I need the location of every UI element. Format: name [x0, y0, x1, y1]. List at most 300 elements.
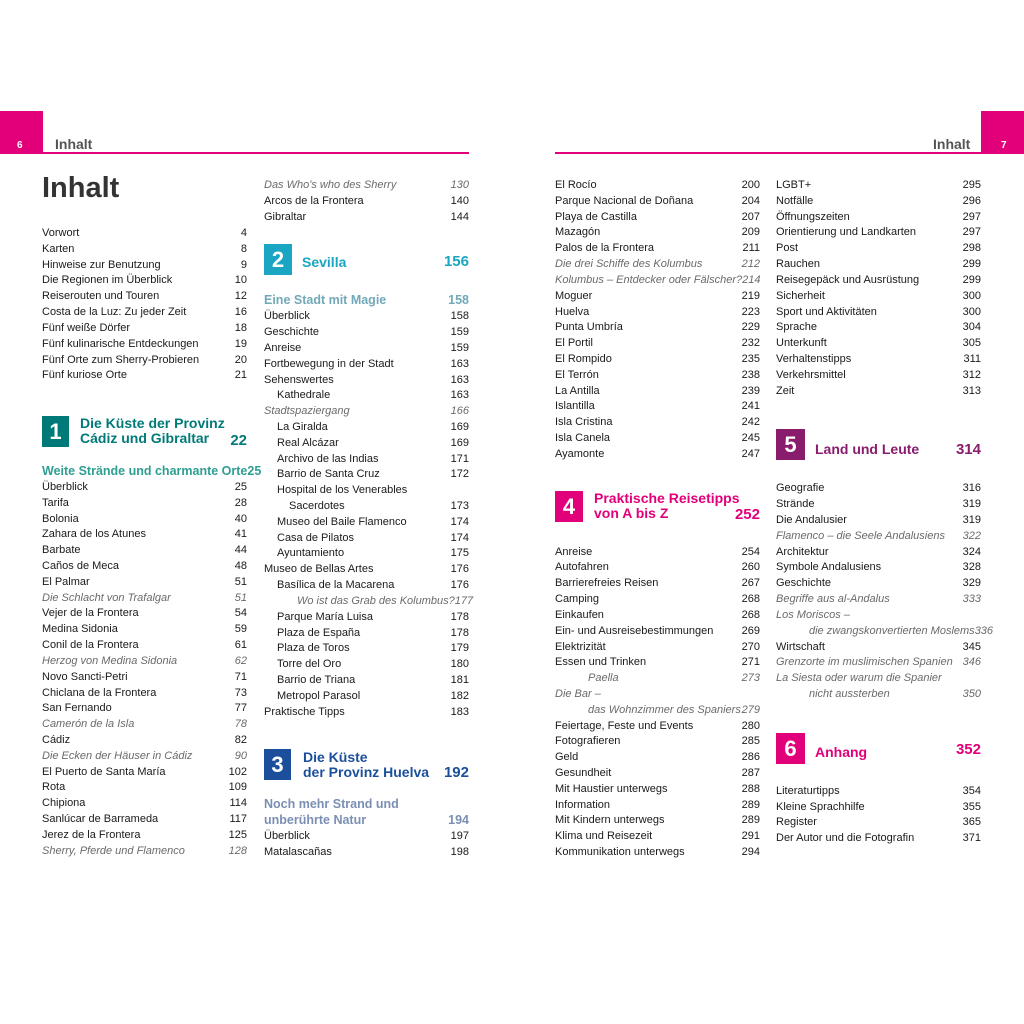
toc-entry[interactable]	[776, 529, 981, 545]
toc-entry-page: 166	[450, 405, 469, 418]
toc-entry[interactable]	[776, 831, 981, 847]
toc-entry[interactable]	[42, 289, 247, 305]
chapter-5-heading[interactable]	[776, 428, 981, 461]
chapter-6-title: Anhang	[815, 743, 868, 760]
toc-entry-title: Ayamonte	[555, 447, 605, 460]
toc-entry-title: Orientierung und Landkarten	[776, 226, 917, 239]
toc-entry[interactable]	[264, 673, 469, 689]
toc-entry-title: Chiclana de la Frontera	[42, 686, 157, 699]
toc-entry[interactable]	[555, 845, 760, 861]
toc-entry[interactable]	[42, 749, 247, 765]
toc-entry-title: Huelva	[555, 305, 590, 318]
toc-entry[interactable]	[555, 750, 760, 766]
toc-entry[interactable]	[42, 559, 247, 575]
toc-entry-page: 178	[450, 626, 469, 639]
toc-entry-title: Gibraltar	[264, 210, 307, 223]
toc-entry-title: Wo ist das Grab des Kolumbus?	[297, 594, 455, 607]
toc-entry-page: 204	[741, 194, 760, 207]
toc-entry-title: San Fernando	[42, 702, 112, 715]
toc-entry[interactable]	[264, 452, 469, 468]
toc-entry[interactable]	[264, 325, 469, 341]
toc-entry-title: Verhaltenstipps	[776, 352, 852, 365]
toc-entry-page: 304	[962, 321, 981, 334]
toc-entry-title: Archivo de las Indias	[277, 452, 379, 465]
chapter-1-heading[interactable]	[42, 413, 247, 449]
toc-entry[interactable]	[264, 499, 469, 515]
toc-entry[interactable]	[776, 178, 981, 194]
toc-entry-page: 312	[962, 368, 981, 381]
toc-entry[interactable]	[42, 622, 247, 638]
toc-entry[interactable]	[42, 780, 247, 796]
toc-entry[interactable]	[555, 399, 760, 415]
toc-entry[interactable]	[264, 689, 469, 705]
toc-entry[interactable]	[264, 657, 469, 673]
toc-entry-page: 286	[741, 751, 760, 764]
toc-entry[interactable]	[264, 388, 469, 404]
toc-entry[interactable]	[42, 796, 247, 812]
toc-entry-page: 61	[234, 639, 247, 652]
toc-entry-title: Sicherheit	[776, 289, 825, 302]
chapter-2-subheading[interactable]	[264, 293, 469, 309]
toc-entry[interactable]	[555, 447, 760, 463]
toc-entry-title: Register	[776, 816, 817, 829]
toc-entry-page: 311	[963, 352, 981, 365]
chapter-4-page: 252	[734, 505, 760, 523]
toc-entry-title: Reiserouten und Touren	[42, 290, 160, 303]
toc-entry[interactable]	[776, 815, 981, 831]
chapter-5-page: 314	[955, 441, 981, 459]
toc-entry[interactable]	[555, 719, 760, 735]
toc-entry[interactable]	[555, 734, 760, 750]
toc-entry-title: Strände	[776, 498, 815, 511]
toc-entry[interactable]	[42, 496, 247, 512]
toc-entry[interactable]	[264, 309, 469, 325]
toc-entry[interactable]	[42, 638, 247, 654]
toc-entry[interactable]	[264, 436, 469, 452]
toc-entry-page: 219	[741, 289, 760, 302]
toc-entry-page: 178	[450, 610, 469, 623]
toc-entry-page: 291	[741, 830, 760, 843]
toc-entry[interactable]	[555, 178, 760, 194]
toc-entry[interactable]	[264, 420, 469, 436]
toc-entry[interactable]	[42, 828, 247, 844]
chapter-4-heading[interactable]	[555, 490, 760, 523]
toc-entry-page: 289	[741, 814, 760, 827]
toc-entry[interactable]	[776, 210, 981, 226]
toc-entry-page: 223	[741, 305, 760, 318]
toc-entry-page: 114	[229, 797, 247, 810]
toc-entry[interactable]	[264, 357, 469, 373]
toc-entry-title: Öffnungszeiten	[776, 210, 850, 223]
toc-entry-page: 180	[450, 658, 469, 671]
toc-entry[interactable]	[555, 431, 760, 447]
toc-entry[interactable]	[776, 368, 981, 384]
toc-entry-page: 125	[228, 828, 247, 841]
toc-entry[interactable]	[555, 241, 760, 257]
toc-entry[interactable]	[776, 305, 981, 321]
toc-entry-page: 169	[450, 436, 469, 449]
toc-entry[interactable]	[42, 733, 247, 749]
toc-entry-title: Matalascañas	[264, 845, 332, 858]
toc-entry-page: 182	[450, 689, 469, 702]
toc-entry[interactable]	[264, 562, 469, 578]
toc-entry-page: 176	[450, 563, 469, 576]
page-title: Inhalt	[42, 172, 120, 204]
toc-entry[interactable]	[555, 352, 760, 368]
toc-entry[interactable]	[776, 800, 981, 816]
toc-entry-title: Ein- und Ausreisebestimmungen	[555, 624, 714, 637]
toc-entry-page: 171	[450, 452, 469, 465]
toc-entry-title: Sanlúcar de Barrameda	[42, 813, 159, 825]
toc-entry-title: Begriffe aus al-Andalus	[776, 593, 890, 606]
toc-entry[interactable]	[264, 515, 469, 531]
toc-entry-title: Sehenswertes	[264, 373, 334, 386]
toc-entry-title: Kathedrale	[277, 389, 331, 402]
toc-entry[interactable]	[555, 782, 760, 798]
toc-entry-page: 269	[741, 624, 760, 637]
toc-entry-title: Kolumbus – Entdecker oder Fälscher?	[555, 273, 743, 286]
toc-entry[interactable]	[42, 670, 247, 686]
toc-entry[interactable]	[555, 671, 760, 687]
toc-entry-page: 140	[450, 194, 469, 207]
toc-entry-title: Symbole Andalusiens	[776, 561, 882, 574]
toc-entry-title: Grenzorte im muslimischen Spanien	[776, 656, 953, 669]
toc-entry[interactable]	[264, 594, 474, 610]
toc-entry-title: Unterkunft	[776, 337, 827, 350]
toc-entry[interactable]	[42, 512, 247, 528]
toc-column-1	[42, 226, 262, 859]
toc-entry-title: Hinweise zur Benutzung	[42, 258, 161, 271]
toc-entry-page: 229	[741, 321, 760, 334]
toc-entry-page: 169	[450, 420, 469, 433]
toc-entry-page: 268	[741, 593, 760, 606]
chapter-6-badge: 6	[776, 733, 805, 764]
toc-entry[interactable]	[264, 531, 469, 547]
toc-entry-page: 287	[741, 767, 760, 779]
toc-entry[interactable]	[555, 687, 760, 703]
toc-entry[interactable]	[776, 592, 981, 608]
toc-entry[interactable]	[776, 481, 981, 497]
toc-entry[interactable]	[776, 241, 981, 257]
left-header-rule	[0, 152, 469, 154]
toc-entry[interactable]	[555, 384, 760, 400]
toc-entry[interactable]	[555, 289, 760, 305]
toc-entry-page: 12	[234, 290, 247, 303]
toc-entry[interactable]	[42, 258, 247, 274]
toc-entry-page: 355	[962, 800, 981, 813]
toc-entry[interactable]	[555, 655, 760, 671]
toc-entry[interactable]	[42, 480, 247, 496]
toc-entry-title: Camping	[555, 593, 600, 606]
toc-entry-title: Geschichte	[264, 326, 320, 339]
toc-entry[interactable]	[776, 655, 981, 671]
toc-entry-title: Die Andalusier	[776, 514, 847, 526]
toc-entry[interactable]	[555, 194, 760, 210]
toc-entry-title: Sacerdotes	[289, 500, 345, 512]
toc-entry-title: Moguer	[555, 289, 593, 302]
toc-column-2	[264, 178, 474, 861]
toc-entry[interactable]	[776, 336, 981, 352]
toc-entry[interactable]	[555, 560, 760, 576]
toc-entry[interactable]	[264, 194, 469, 210]
toc-entry[interactable]	[42, 527, 247, 543]
toc-entry-page: 51	[234, 591, 247, 604]
chapter-1-title-line1: Die Küste der Provinz	[80, 415, 225, 432]
toc-entry-title: La Siesta oder warum die Spanier	[776, 672, 942, 685]
toc-entry[interactable]	[776, 320, 981, 336]
toc-entry[interactable]	[555, 305, 760, 321]
toc-entry[interactable]	[776, 545, 981, 561]
chapter-6-heading[interactable]	[776, 732, 981, 765]
toc-entry-page: 102	[228, 765, 247, 778]
toc-entry[interactable]	[42, 606, 247, 622]
toc-entry-title: Real Alcázar	[277, 436, 339, 449]
toc-entry-title: Casa de Pilatos	[277, 531, 355, 544]
left-page-number-tab	[0, 111, 43, 153]
toc-entry[interactable]	[42, 242, 247, 258]
toc-entry-title: Playa de Castilla	[555, 210, 637, 223]
toc-entry[interactable]	[555, 703, 760, 719]
col2-top-list	[264, 178, 469, 225]
toc-entry-title: Überblick	[264, 310, 310, 323]
toc-entry-title: Rauchen	[776, 258, 821, 271]
toc-entry-page: 10	[234, 274, 247, 287]
right-header-rule	[555, 152, 1024, 154]
toc-entry[interactable]	[776, 257, 981, 273]
toc-entry-title: Karten	[42, 242, 75, 255]
toc-entry-page: 198	[450, 845, 469, 858]
left-running-title: Inhalt	[55, 136, 93, 152]
toc-entry[interactable]	[264, 373, 469, 389]
toc-entry[interactable]	[776, 560, 981, 576]
toc-entry-page: 279	[741, 703, 760, 716]
toc-entry[interactable]	[42, 591, 247, 607]
toc-entry[interactable]	[555, 766, 760, 782]
toc-entry[interactable]	[776, 608, 981, 624]
toc-entry[interactable]	[776, 576, 981, 592]
toc-entry-page: 322	[962, 529, 981, 542]
toc-entry-title: Das Who's who des Sherry	[264, 179, 397, 191]
toc-column-4	[776, 178, 994, 847]
toc-entry-page: 173	[450, 500, 469, 512]
toc-entry-page: 9	[240, 258, 247, 271]
chapter-3-subheading[interactable]	[264, 797, 469, 829]
toc-entry[interactable]	[555, 273, 760, 289]
toc-entry-page: 78	[234, 718, 247, 731]
toc-entry-page: 319	[962, 498, 981, 511]
left-page-number: 6	[17, 140, 23, 151]
toc-entry[interactable]	[555, 225, 760, 241]
toc-entry-page: 54	[234, 607, 247, 620]
toc-entry-title: Caños de Meca	[42, 560, 120, 572]
toc-entry-page: 8	[240, 242, 247, 255]
toc-entry-title: El Portil	[555, 337, 593, 350]
toc-entry-title: Fotografieren	[555, 735, 621, 748]
toc-entry[interactable]	[555, 320, 760, 336]
toc-entry-page: 299	[962, 258, 981, 271]
toc-entry[interactable]	[42, 654, 247, 670]
toc-entry-title: Camerón de la Isla	[42, 718, 135, 731]
toc-entry-page: 350	[962, 687, 981, 700]
toc-entry[interactable]	[555, 210, 760, 226]
toc-entry-title: Barrierefreies Reisen	[555, 577, 659, 590]
toc-entry-page: 177	[454, 594, 474, 607]
toc-entry-title: Wirtschaft	[776, 640, 825, 653]
toc-entry-title: Die Regionen im Überblick	[42, 274, 173, 287]
chapter-3-heading[interactable]	[264, 748, 469, 781]
toc-entry[interactable]	[264, 705, 469, 721]
toc-entry[interactable]	[264, 341, 469, 357]
toc-entry[interactable]	[555, 415, 760, 431]
toc-entry[interactable]	[555, 257, 760, 273]
toc-entry[interactable]	[555, 336, 760, 352]
toc-entry[interactable]	[776, 289, 981, 305]
toc-entry[interactable]	[264, 546, 469, 562]
toc-entry[interactable]	[776, 784, 981, 800]
toc-entry[interactable]	[776, 671, 981, 687]
toc-entry[interactable]	[42, 226, 247, 242]
toc-entry[interactable]	[776, 497, 981, 513]
toc-entry-page: 71	[234, 670, 247, 683]
toc-entry-title: Die Schlacht von Trafalgar	[42, 591, 171, 604]
toc-entry[interactable]	[264, 483, 469, 499]
toc-entry-title: La Antilla	[555, 384, 600, 397]
toc-entry[interactable]	[42, 717, 247, 733]
toc-entry-page: 73	[234, 686, 247, 699]
toc-entry[interactable]	[555, 576, 760, 592]
toc-entry[interactable]	[555, 798, 760, 814]
toc-entry[interactable]	[555, 545, 760, 561]
toc-entry[interactable]	[264, 178, 469, 194]
toc-entry-title: Der Autor und die Fotografin	[776, 832, 915, 845]
toc-entry[interactable]	[776, 352, 981, 368]
toc-entry[interactable]	[264, 578, 469, 594]
toc-entry[interactable]	[42, 765, 247, 781]
toc-entry-page: 239	[741, 384, 760, 397]
toc-entry[interactable]	[264, 626, 469, 642]
toc-entry[interactable]	[264, 845, 469, 861]
chapter-1-subheading[interactable]	[42, 464, 262, 480]
toc-entry[interactable]	[776, 687, 981, 703]
toc-entry[interactable]	[264, 404, 469, 420]
toc-entry-page: 59	[234, 623, 247, 636]
toc-entry[interactable]	[42, 543, 247, 559]
toc-entry-title: Sherry, Pferde und Flamenco	[42, 844, 185, 857]
toc-entry-page: 247	[741, 447, 760, 460]
chapter-3-entries-b	[555, 178, 760, 463]
toc-entry-title: Klima und Reisezeit	[555, 830, 653, 843]
toc-entry-title: Ayuntamiento	[277, 547, 345, 560]
toc-entry-title: Zahara de los Atunes	[42, 528, 146, 541]
toc-entry-title: die zwangskonvertierten Moslems	[809, 624, 975, 637]
toc-entry[interactable]	[555, 368, 760, 384]
toc-entry[interactable]	[555, 640, 760, 656]
toc-entry-page: 245	[741, 432, 760, 444]
toc-entry-title: Anreise	[264, 341, 302, 354]
toc-entry[interactable]	[776, 273, 981, 289]
toc-entry-title: Mit Kindern unterwegs	[555, 814, 665, 827]
toc-entry-page: 254	[741, 545, 760, 558]
toc-entry[interactable]	[555, 608, 760, 624]
toc-entry-page: 82	[234, 733, 247, 746]
toc-entry-page: 232	[741, 337, 760, 350]
toc-entry-page: 130	[450, 179, 469, 191]
toc-entry[interactable]	[776, 194, 981, 210]
toc-entry-page: 197	[450, 830, 469, 842]
toc-entry[interactable]	[264, 467, 469, 483]
toc-entry-title: Bolonia	[42, 512, 79, 525]
right-running-title: Inhalt	[933, 136, 971, 152]
chapter-1-subheading-page: 25	[247, 464, 262, 479]
toc-entry[interactable]	[776, 513, 981, 529]
chapter-2-subheading-text: Eine Stadt mit Magie	[264, 293, 387, 308]
toc-entry-title: Die Ecken der Häuser in Cádiz	[42, 749, 193, 762]
toc-entry-page: 183	[450, 705, 469, 718]
toc-entry[interactable]	[555, 592, 760, 608]
toc-entry-title: Gesundheit	[555, 767, 612, 779]
toc-entry-page: 175	[450, 547, 469, 560]
toc-entry-page: 271	[741, 656, 760, 669]
toc-entry-title: Barrio de Santa Cruz	[277, 468, 380, 481]
toc-entry-title: Conil de la Frontera	[42, 639, 139, 652]
toc-entry-title: Anreise	[555, 545, 593, 558]
toc-entry[interactable]	[264, 829, 469, 845]
toc-entry-page: 176	[450, 579, 469, 592]
chapter-3-page: 192	[443, 764, 469, 782]
chapter-4-title-line1: Praktische Reisetipps	[594, 490, 740, 507]
toc-entry[interactable]	[42, 321, 247, 337]
toc-entry-page: 18	[234, 321, 247, 334]
toc-entry[interactable]	[264, 610, 469, 626]
toc-entry-page: 270	[741, 640, 760, 653]
toc-entry-page: 354	[962, 784, 981, 797]
toc-entry-page: 329	[962, 577, 981, 590]
chapter-3-subheading-page: 194	[448, 813, 469, 828]
toc-entry[interactable]	[42, 368, 247, 384]
toc-entry[interactable]	[42, 701, 247, 717]
toc-entry[interactable]	[555, 813, 760, 829]
toc-entry[interactable]	[42, 812, 247, 828]
toc-entry[interactable]	[776, 640, 981, 656]
toc-entry-title: Isla Cristina	[555, 416, 613, 429]
chapter-4-title	[594, 491, 740, 521]
toc-entry[interactable]	[42, 305, 247, 321]
toc-entry-page: 285	[741, 735, 760, 748]
toc-entry[interactable]	[264, 641, 469, 657]
toc-entry[interactable]	[776, 384, 981, 400]
toc-entry-title: El Rocío	[555, 179, 597, 191]
toc-entry[interactable]	[42, 844, 247, 860]
toc-entry[interactable]	[555, 829, 760, 845]
toc-entry[interactable]	[42, 337, 247, 353]
chapter-4-entries	[555, 545, 760, 861]
toc-entry[interactable]	[776, 225, 981, 241]
toc-entry-title: Verkehrsmittel	[776, 368, 846, 381]
toc-entry-page: 19	[234, 337, 247, 350]
toc-entry-title: Post	[776, 242, 799, 255]
toc-entry[interactable]	[264, 210, 469, 226]
toc-entry[interactable]	[42, 575, 247, 591]
toc-entry[interactable]	[776, 624, 994, 640]
toc-entry[interactable]	[42, 273, 247, 289]
toc-entry[interactable]	[42, 686, 247, 702]
toc-entry-page: 174	[450, 515, 469, 528]
chapter-1-title-line2: Cádiz und Gibraltar	[80, 430, 210, 447]
chapter-2-heading[interactable]	[264, 242, 469, 277]
toc-entry[interactable]	[555, 624, 760, 640]
toc-entry-page: 21	[234, 369, 247, 382]
toc-entry[interactable]	[42, 353, 247, 369]
